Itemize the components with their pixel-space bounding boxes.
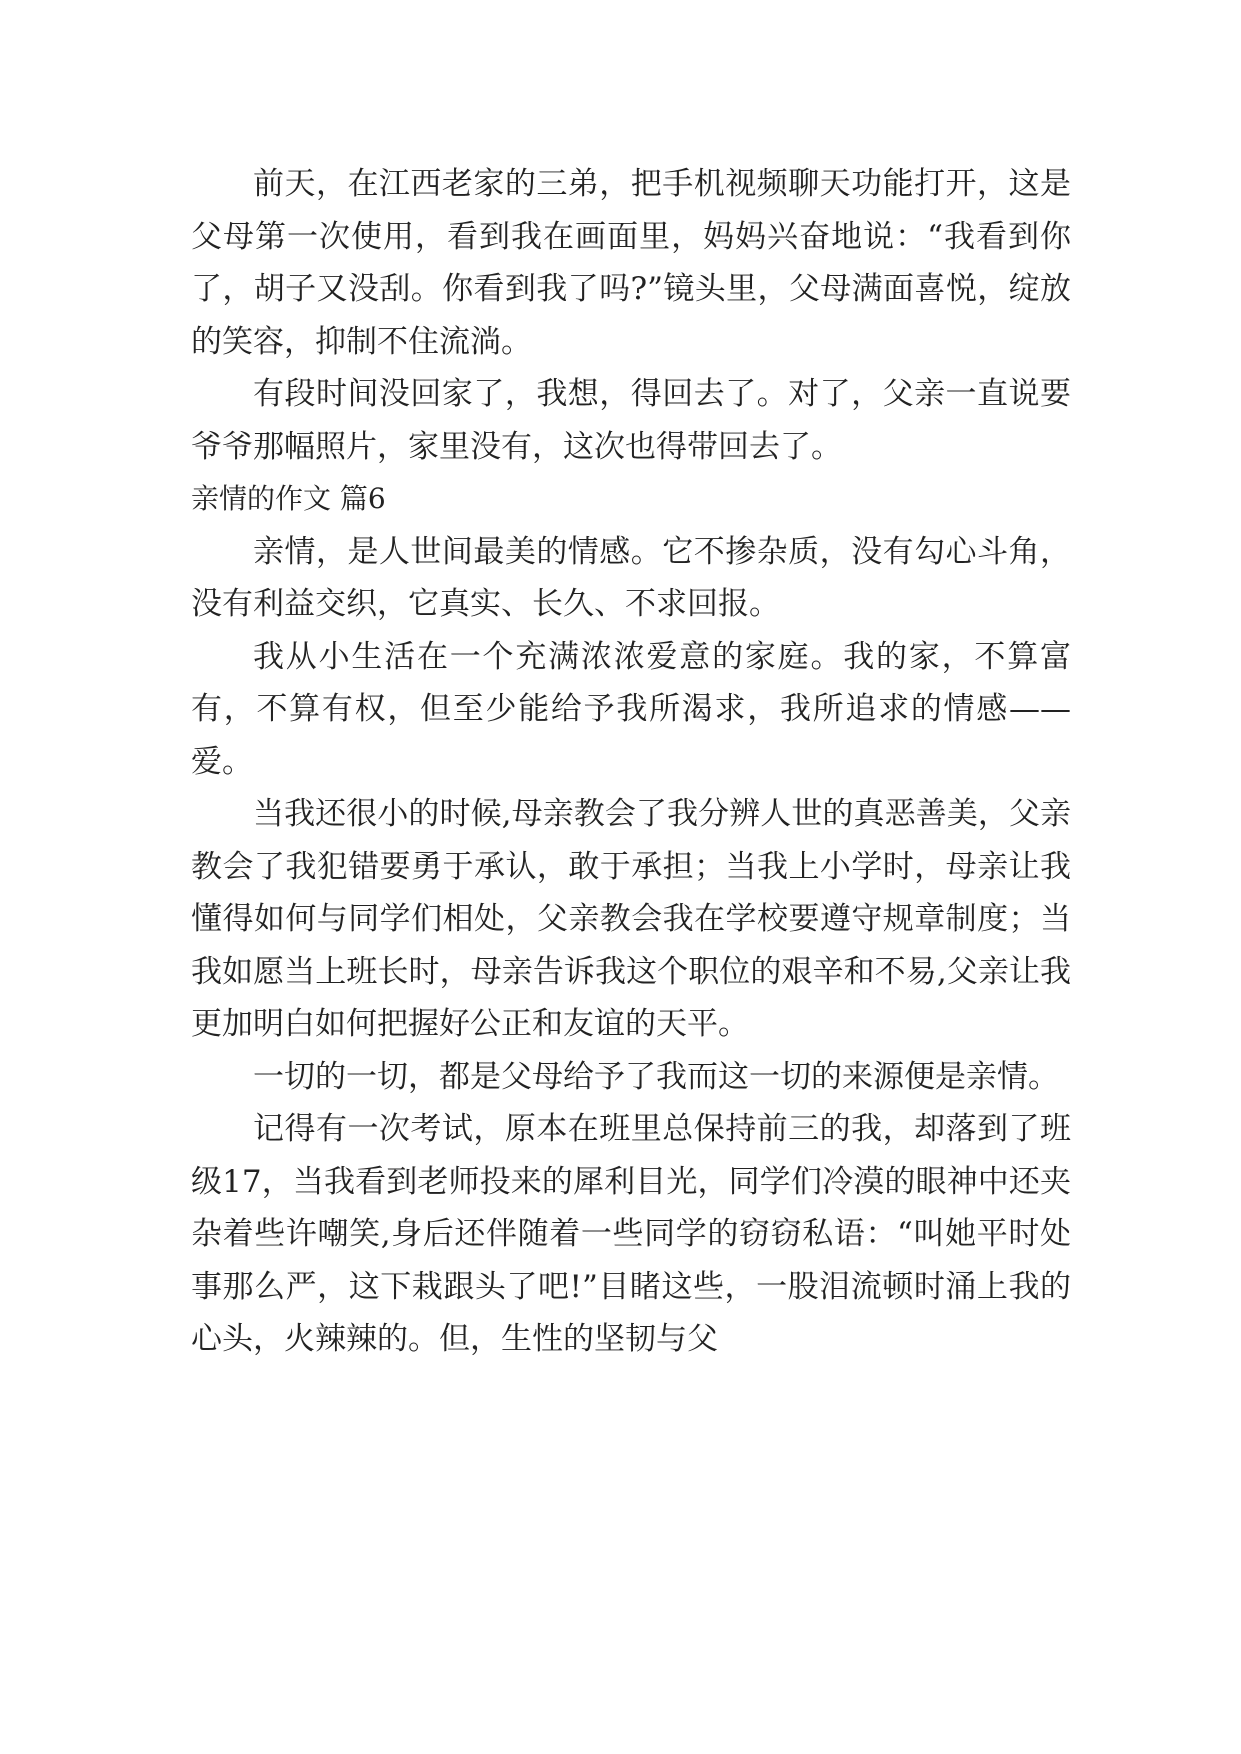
section-heading: 亲情的作文 篇6 — [191, 482, 386, 515]
paragraph: 有段时间没回家了，我想，得回去了。对了，父亲一直说要爷爷那幅照片，家里没有，这次也得带回去了。 — [191, 376, 1071, 465]
paragraph: 前天，在江西老家的三弟，把手机视频聊天功能打开，这是父母第一次使用，看到我在画面里，妈妈兴奋地说：“我看到你了，胡子又没刮。你看到我了吗?”镜头里，父母满面喜悦，绽放的笑容，抑制不住流淌。 — [191, 166, 1071, 360]
paragraph: 亲情，是人世间最美的情感。它不掺杂质，没有勾心斗角，没有利益交织，它真实、长久、不求回报。 — [191, 533, 1071, 622]
paragraph: 一切的一切，都是父母给予了我而这一切的来源便是亲情。 — [253, 1058, 1059, 1095]
document-body — [191, 158, 1071, 1366]
paragraph: 记得有一次考试，原本在班里总保持前三的我，却落到了班级17，当我看到老师投来的犀利目光，同学们冷漠的眼神中还夹杂着些许嘲笑,身后还伴随着一些同学的窃窃私语：“叫她平时处事那么严，这下栽跟头了吧!”目睹这些，一股泪流顿时涌上我的心头，火辣辣的。但，生性的坚韧与父 — [191, 1111, 1071, 1357]
paragraph: 当我还很小的时候,母亲教会了我分辨人世的真恶善美，父亲教会了我犯错要勇于承认，敢于承担；当我上小学时，母亲让我懂得如何与同学们相处，父亲教会我在学校要遵守规章制度；当我如愿当上班长时，母亲告诉我这个职位的艰辛和不易,父亲让我更加明白如何把握好公正和友谊的天平。 — [191, 796, 1071, 1042]
paragraph: 我从小生活在一个充满浓浓爱意的家庭。我的家，不算富有，不算有权，但至少能给予我所渴求，我所追求的情感——爱。 — [191, 638, 1071, 780]
